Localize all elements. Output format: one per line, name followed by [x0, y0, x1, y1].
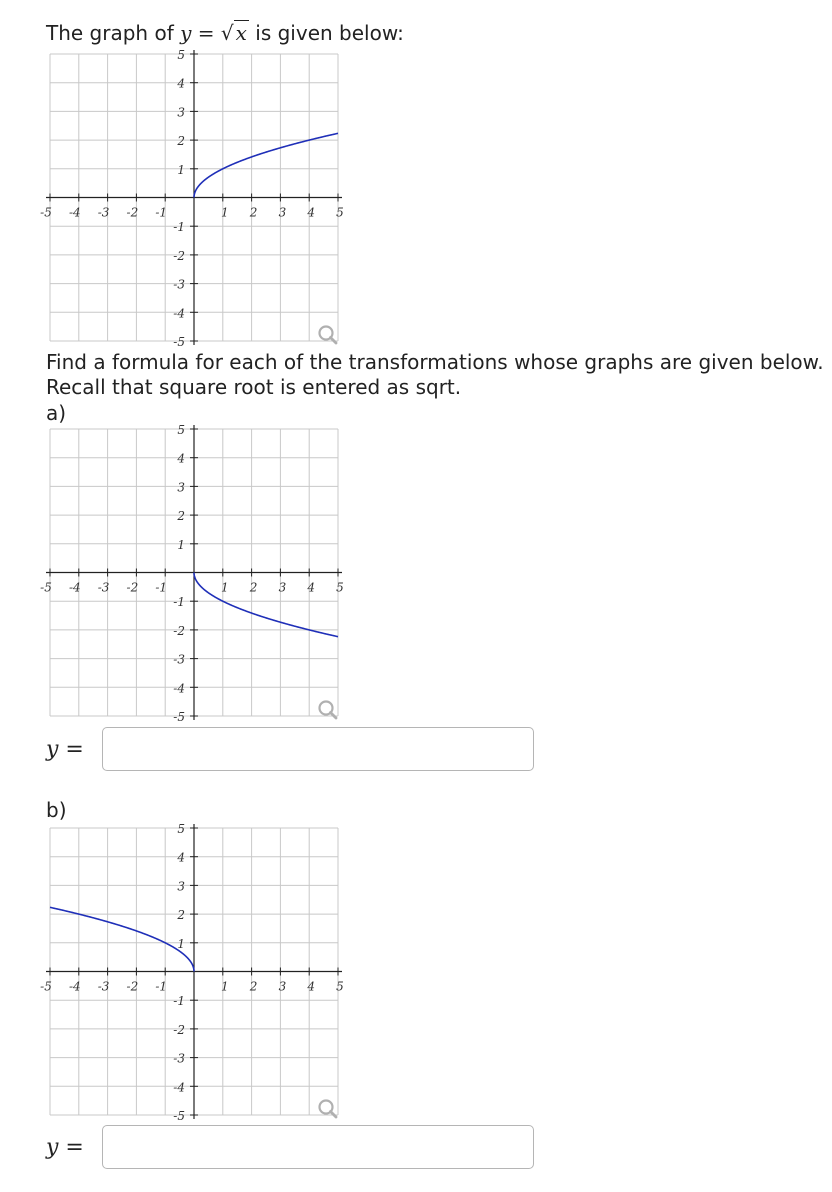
x-tick-label: -4: [68, 979, 81, 994]
intro-text: [46, 20, 404, 45]
intro-suffix: is given below:: [255, 21, 404, 45]
answer-a-input[interactable]: [102, 727, 534, 771]
x-tick-label: 2: [249, 979, 258, 994]
x-tick-label: 2: [249, 205, 258, 220]
x-tick-label: 3: [278, 580, 287, 595]
sqrt-symbol: √ x: [220, 21, 247, 45]
x-tick-label: -4: [68, 580, 81, 595]
instruction-line-1: Find a formula for each of the transformations whose graphs are given below.: [46, 350, 824, 374]
y-tick-label: 3: [177, 480, 185, 495]
y-tick-label: -5: [173, 335, 185, 349]
y-tick-label: -3: [173, 1051, 185, 1066]
y-tick-label: 4: [177, 850, 185, 865]
y-tick-label: 5: [177, 48, 185, 62]
x-tick-label: 2: [249, 580, 258, 595]
x-tick-label: -5: [40, 979, 52, 994]
graph-canvas: [40, 822, 346, 1123]
x-tick-label: 1: [220, 979, 229, 994]
y-tick-label: -3: [173, 277, 185, 292]
y-tick-label: 2: [177, 908, 185, 923]
x-tick-label: 5: [336, 580, 344, 595]
answer-b-input[interactable]: [102, 1125, 534, 1169]
y-tick-label: 2: [177, 509, 185, 524]
y-tick-label: 5: [177, 822, 185, 836]
y-tick-label: 1: [177, 162, 185, 177]
y-tick-label: 1: [177, 537, 185, 552]
x-tick-label: -2: [126, 580, 139, 595]
y-tick-label: -4: [173, 306, 185, 321]
function-curve: [50, 907, 194, 971]
y-tick-label: -5: [173, 710, 185, 724]
intro-lhs: y: [180, 21, 192, 45]
x-tick-label: 3: [278, 979, 287, 994]
x-tick-label: -2: [126, 979, 139, 994]
answer-row-b: [46, 1125, 538, 1171]
x-tick-label: -1: [155, 205, 168, 220]
x-tick-label: 4: [307, 580, 316, 595]
y-tick-label: -2: [173, 248, 185, 263]
y-tick-label: -2: [173, 623, 185, 638]
y-tick-label: -4: [173, 681, 185, 696]
graph-canvas: [40, 423, 346, 724]
instruction-line-2: Recall that square root is entered as sqrt.: [46, 375, 462, 399]
x-tick-label: 1: [220, 205, 229, 220]
y-tick-label: -1: [173, 595, 185, 610]
x-tick-label: -5: [40, 580, 52, 595]
y-tick-label: 4: [177, 76, 185, 91]
x-tick-label: -5: [40, 205, 52, 220]
answer-a-label: y =: [46, 737, 84, 762]
y-tick-label: -1: [173, 994, 185, 1009]
x-tick-label: 4: [307, 979, 316, 994]
intro-prefix: The graph of: [46, 21, 174, 45]
x-tick-label: -3: [97, 580, 110, 595]
answer-b-label: y =: [46, 1135, 84, 1160]
x-tick-label: 5: [336, 979, 344, 994]
y-tick-label: 3: [177, 879, 185, 894]
y-tick-label: 1: [177, 936, 185, 951]
x-tick-label: 4: [307, 205, 316, 220]
x-tick-label: 5: [336, 205, 344, 220]
y-tick-label: 5: [177, 423, 185, 437]
x-tick-label: -3: [97, 979, 110, 994]
magnifier-handle: [331, 1112, 337, 1118]
x-tick-label: 3: [278, 205, 287, 220]
magnifier-handle: [331, 338, 337, 344]
part-b-label: b): [46, 798, 67, 822]
x-tick-label: -3: [97, 205, 110, 220]
graph-canvas: [40, 48, 346, 349]
x-tick-label: -1: [155, 580, 168, 595]
y-tick-label: -5: [173, 1109, 185, 1123]
y-tick-label: -2: [173, 1022, 185, 1037]
y-tick-label: 3: [177, 105, 185, 120]
x-tick-label: -1: [155, 979, 168, 994]
x-tick-label: -2: [126, 205, 139, 220]
graph-a: [40, 423, 346, 724]
y-tick-label: -4: [173, 1080, 185, 1095]
y-tick-label: 2: [177, 134, 185, 149]
intro-radicand: x: [235, 21, 247, 45]
y-tick-label: -3: [173, 652, 185, 667]
part-a-label: a): [46, 401, 67, 425]
function-curve: [194, 133, 338, 197]
x-tick-label: -4: [68, 205, 81, 220]
intro-equals: =: [197, 21, 215, 45]
magnifier-handle: [331, 713, 337, 719]
function-curve: [194, 573, 338, 637]
graph-b: [40, 822, 346, 1123]
y-tick-label: 4: [177, 451, 185, 466]
answer-row-a: [46, 727, 538, 773]
y-tick-label: -1: [173, 220, 185, 235]
x-tick-label: 1: [220, 580, 229, 595]
graph-base: [40, 48, 346, 349]
